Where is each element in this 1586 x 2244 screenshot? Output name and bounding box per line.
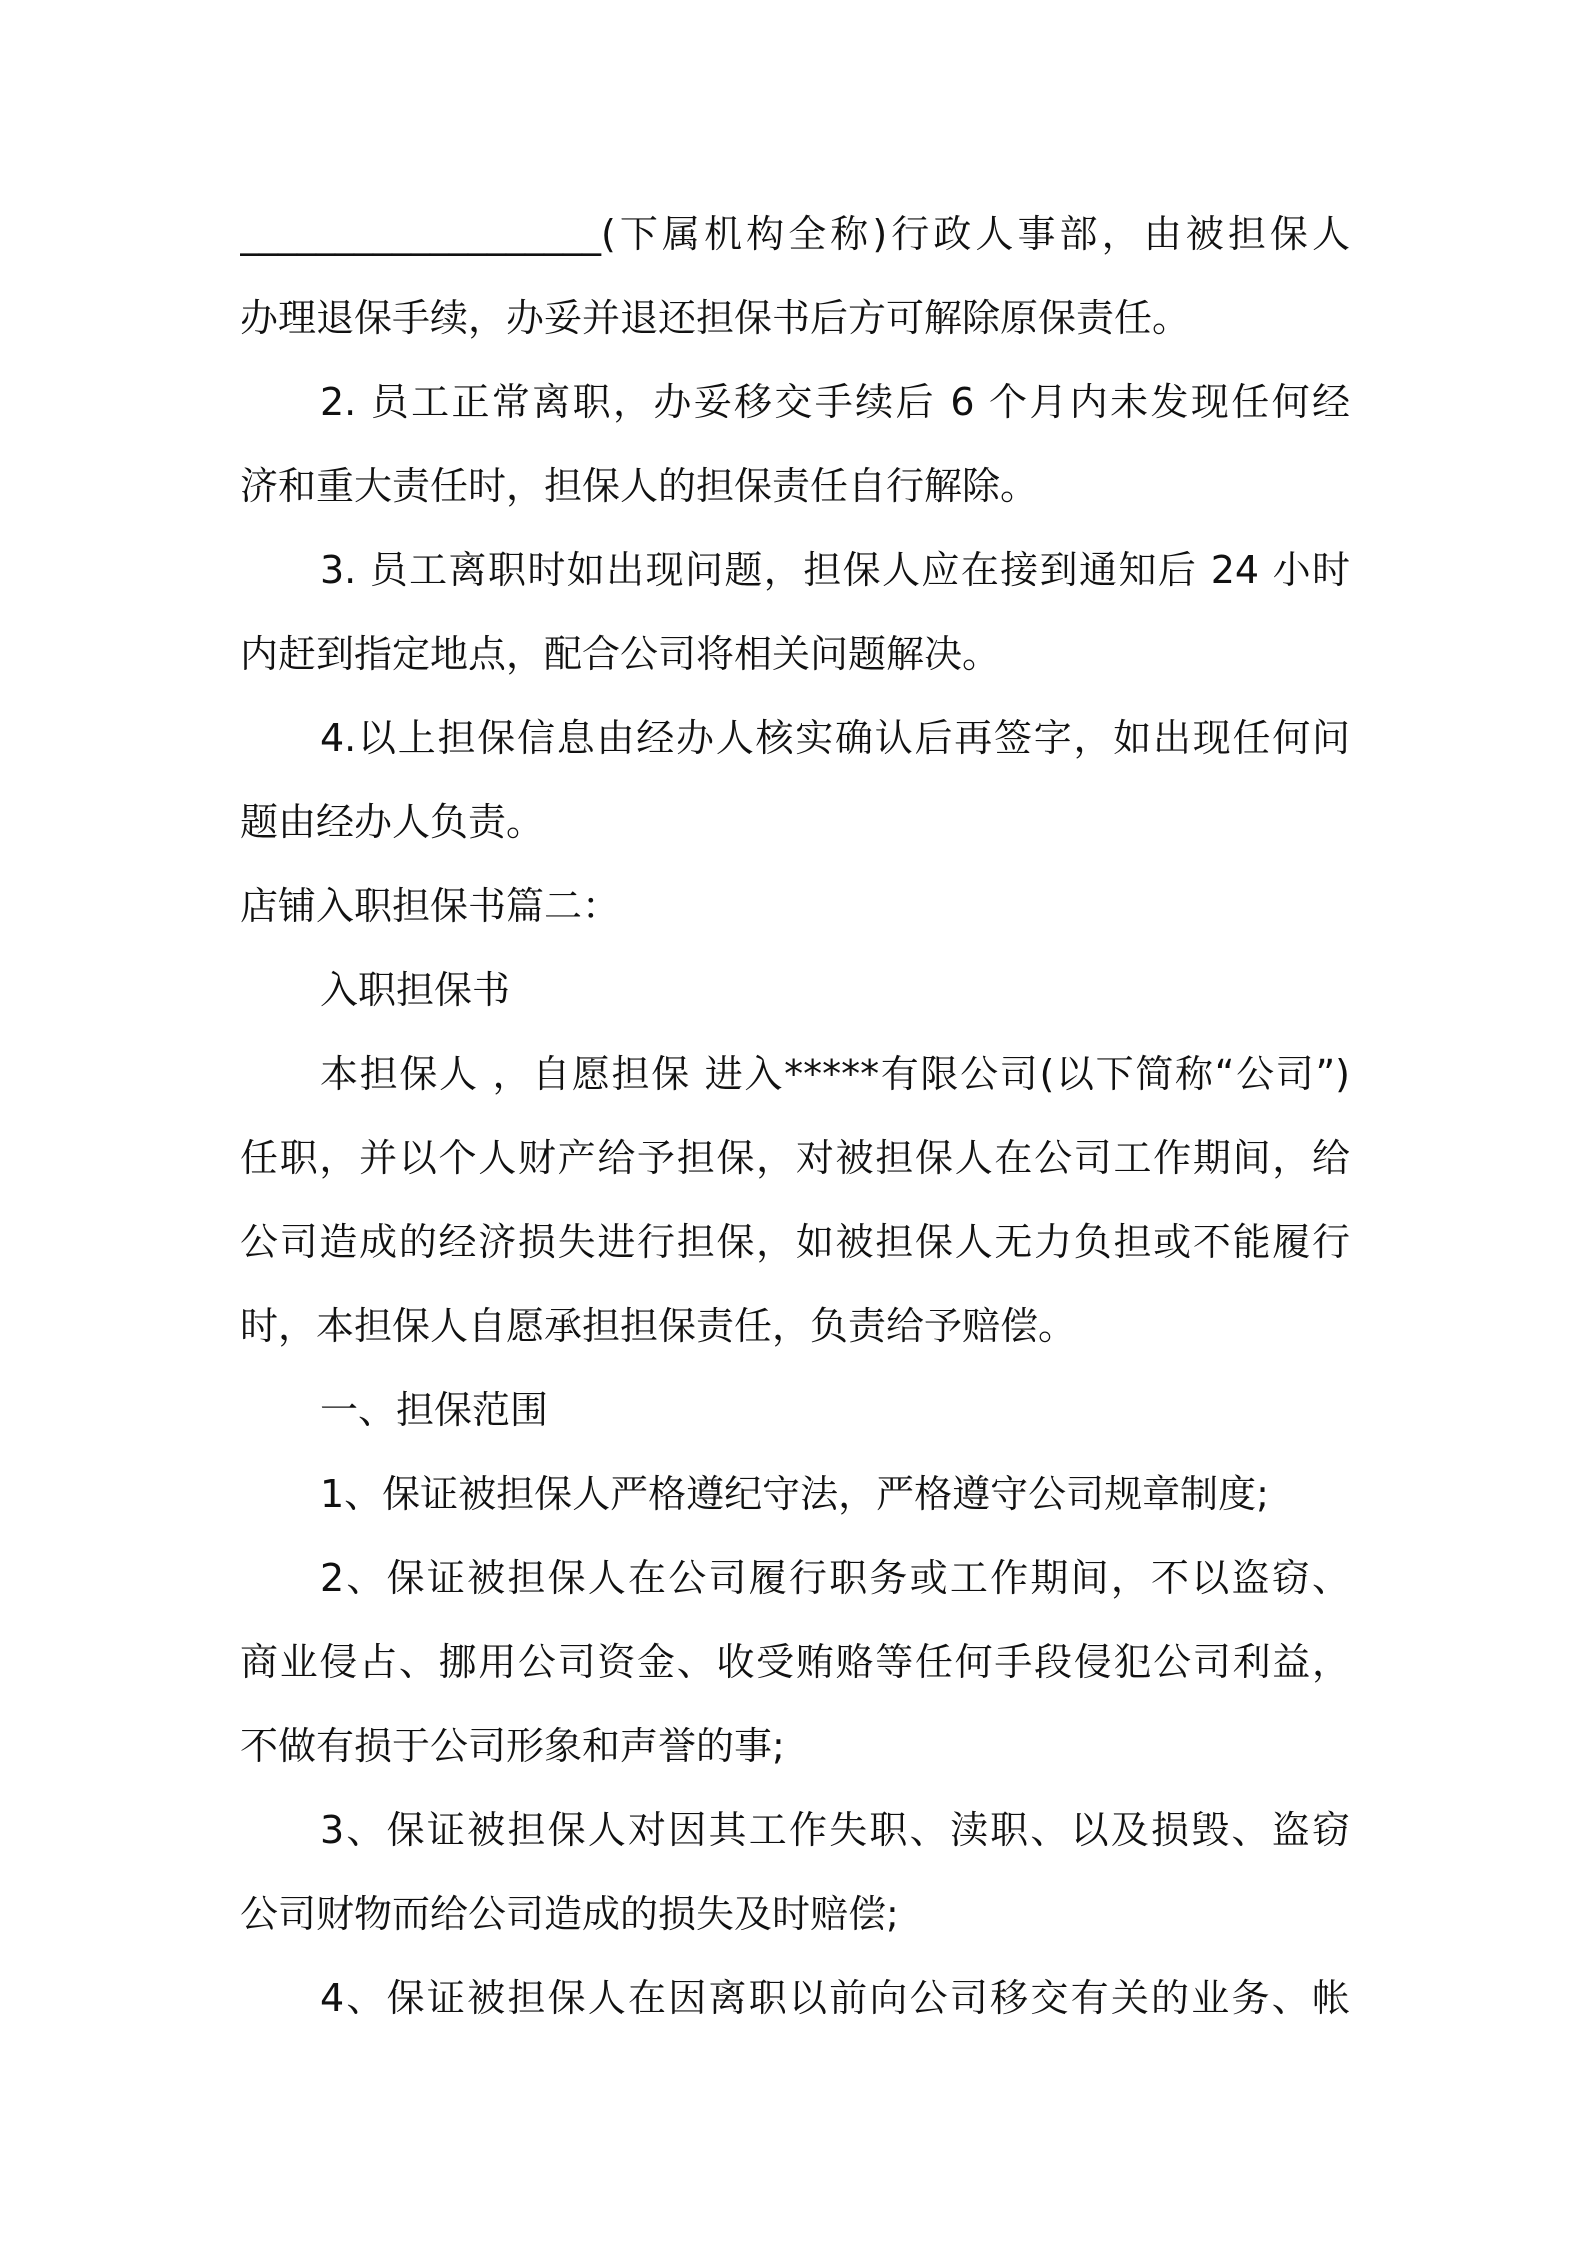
text-line: 一、担保范围 xyxy=(320,1388,549,1432)
text-line: 3. 员工离职时如出现问题，担保人应在接到通知后 24 小时 xyxy=(320,548,1350,592)
text-line: 入职担保书 xyxy=(320,968,511,1012)
text-line: 任职，并以个人财产给予担保，对被担保人在公司工作期间，给 xyxy=(240,1136,1350,1180)
document-body xyxy=(240,192,1350,2040)
text-line: 本担保人 ，自愿担保 进入*****有限公司(以下简称“公司”) xyxy=(320,1052,1350,1096)
text-line: 内赶到指定地点，配合公司将相关问题解决。 xyxy=(240,632,1001,676)
text-line: 时，本担保人自愿承担担保责任，负责给予赔偿。 xyxy=(240,1304,1077,1348)
text-line: 3、保证被担保人对因其工作失职、渎职、以及损毁、盗窃 xyxy=(320,1808,1350,1852)
text-line: ___________________(下属机构全称)行政人事部，由被担保人 xyxy=(240,212,1350,256)
text-line: 4、保证被担保人在因离职以前向公司移交有关的业务、帐 xyxy=(320,1976,1350,2020)
text-line: 店铺入职担保书篇二： xyxy=(240,884,621,928)
text-line: 济和重大责任时，担保人的担保责任自行解除。 xyxy=(240,464,1039,508)
text-line: 2. 员工正常离职，办妥移交手续后 6 个月内未发现任何经 xyxy=(320,380,1350,424)
text-line: 1、保证被担保人严格遵纪守法，严格遵守公司规章制度; xyxy=(320,1472,1269,1516)
text-line: 商业侵占、挪用公司资金、收受贿赂等任何手段侵犯公司利益， xyxy=(240,1640,1350,1684)
text-line: 公司造成的经济损失进行担保，如被担保人无力负担或不能履行 xyxy=(240,1220,1350,1264)
text-line: 办理退保手续，办妥并退还担保书后方可解除原保责任。 xyxy=(240,296,1191,340)
text-line: 4.以上担保信息由经办人核实确认后再签字，如出现任何问 xyxy=(320,716,1350,760)
text-line: 题由经办人负责。 xyxy=(240,800,545,844)
text-line: 2、保证被担保人在公司履行职务或工作期间，不以盗窃、 xyxy=(320,1556,1350,1600)
text-line: 不做有损于公司形象和声誉的事; xyxy=(240,1724,785,1768)
text-line: 公司财物而给公司造成的损失及时赔偿; xyxy=(240,1892,899,1936)
